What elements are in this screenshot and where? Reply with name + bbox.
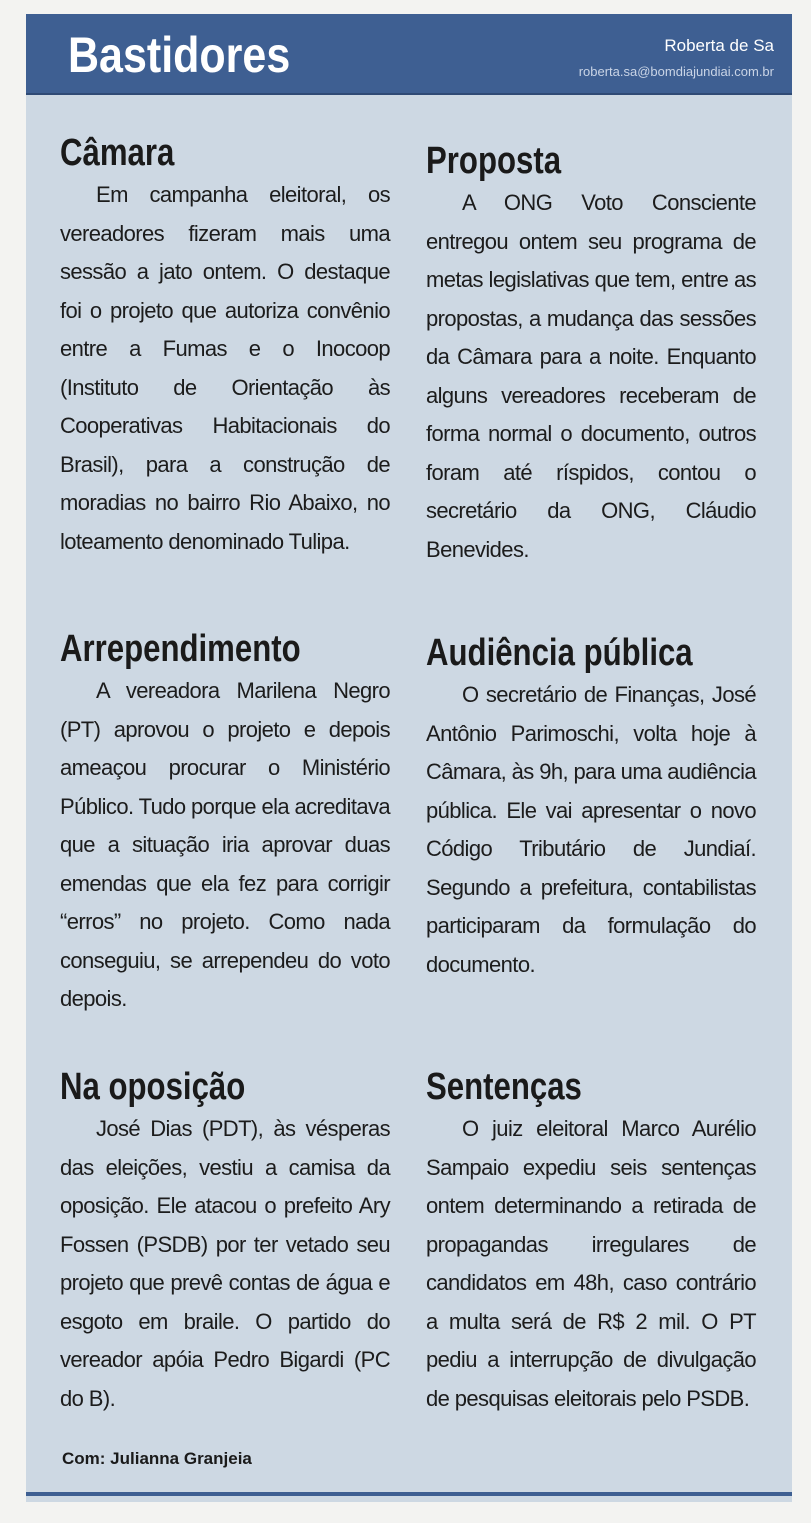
- section-heading: Na oposição: [60, 1066, 246, 1108]
- section-heading: Proposta: [426, 140, 562, 182]
- section-heading: Sentenças: [426, 1066, 582, 1108]
- section-sentencas: [426, 1064, 756, 1418]
- contributor-credit: Com: Julianna Granjeia: [62, 1449, 252, 1468]
- author-name: Roberta de Sa: [664, 36, 774, 55]
- newspaper-column: [26, 14, 792, 1502]
- section-body: A vereadora Marilena Negro (PT) aprovou o projeto e depois ameaçou procurar o Ministério Público. Tudo porque ela acreditava que a situação iria aprovar duas emendas que ela fez para corrigir “erros” no projeto. Como nada conseguiu, se arrependeu do voto depois.: [60, 678, 391, 1011]
- section-heading: Câmara: [60, 132, 175, 174]
- section-body: José Dias (PDT), às vésperas das eleições, vestiu a camisa da oposição. Ele atacou o prefeito Ary Fossen (PSDB) por ter vetado seu projeto que prevê contas de água e esgoto em braile. O partido do vereador apóia Pedro Bigardi (PC do B).: [60, 1116, 390, 1411]
- section-body: O juiz eleitoral Marco Aurélio Sampaio expediu seis sentenças ontem determinando a retirada de propagandas irregulares de candidatos em 48h, caso contrário a multa será de R$ 2 mil. O PT pediu a interrupção de divulgação de pesquisas eleitorais pelo PSDB.: [426, 1116, 756, 1411]
- section-heading: Audiência pública: [426, 632, 693, 674]
- section-camara: [60, 130, 390, 561]
- section-body: A ONG Voto Consciente entregou ontem seu programa de metas legislativas que tem, entre as propostas, a mudança das sessões da Câmara para a noite. Enquanto alguns vereadores receberam de forma normal o documento, outros foram até ríspidos, contou o secretário da ONG, Cláudio Benevides.: [426, 190, 756, 562]
- section-na-oposicao: [60, 1064, 390, 1418]
- section-heading: Arrependimento: [60, 628, 301, 670]
- section-body: Em campanha eleitoral, os vereadores fizeram mais uma sessão a jato ontem. O destaque foi o projeto que autoriza convênio entre a Fumas e o Inocoop (Instituto de Orientação às Cooperativas Habitacionais do Brasil), para a construção de moradias no bairro Rio Abaixo, no loteamento denominado Tulipa.: [60, 182, 390, 554]
- section-arrependimento: [60, 626, 390, 1019]
- column-header: [26, 14, 792, 95]
- author-email: roberta.sa@bomdiajundiai.com.br: [578, 64, 774, 79]
- column-title: Bastidores: [68, 27, 291, 83]
- section-body: O secretário de Finanças, José Antônio Parimoschi, volta hoje à Câmara, às 9h, para uma audiência pública. Ele vai apresentar o novo Código Tributário de Jundiaí. Segundo a prefeitura, contabilistas participaram da formulação do documento.: [426, 682, 756, 977]
- bottom-divider: [26, 1492, 792, 1496]
- section-audiencia-publica: [426, 630, 756, 984]
- section-proposta: [426, 138, 756, 569]
